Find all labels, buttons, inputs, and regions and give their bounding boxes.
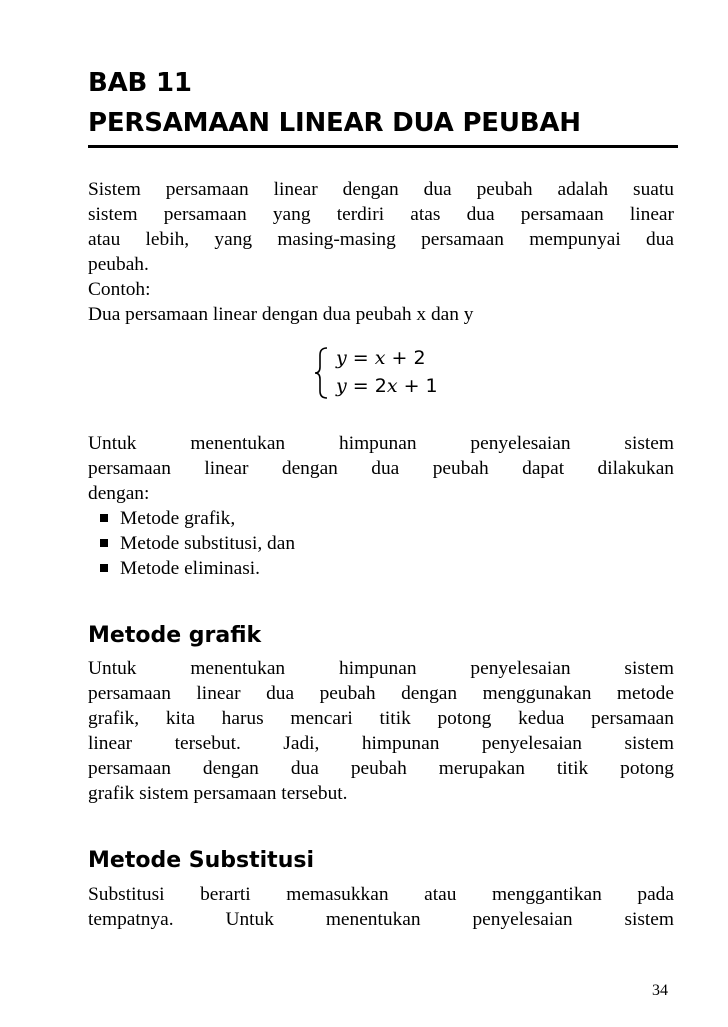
- paragraph-line: grafik, kita harus mencari titik potong kedua persamaan: [88, 708, 674, 729]
- substitusi-paragraph: [88, 882, 674, 932]
- example-label: Contoh:: [88, 279, 151, 300]
- list-item: Metode substitusi, dan: [100, 531, 295, 556]
- grafik-paragraph: [88, 656, 674, 806]
- left-brace-icon: [315, 346, 329, 400]
- paragraph-line: persamaan linear dengan dua peubah dapat dilakukan: [88, 458, 674, 479]
- page-number: 34: [652, 982, 668, 999]
- square-bullet-icon: [100, 564, 108, 572]
- paragraph-line: Substitusi berarti memasukkan atau menggantikan pada: [88, 884, 674, 905]
- paragraph-line: persamaan linear dua peubah dengan menggunakan metode: [88, 683, 674, 704]
- paragraph-line: Untuk menentukan himpunan penyelesaian sistem: [88, 658, 674, 679]
- chapter-number: BAB 11: [88, 68, 192, 98]
- paragraph-line: dengan:: [88, 483, 150, 504]
- square-bullet-icon: [100, 514, 108, 522]
- paragraph-line: persamaan dengan dua peubah merupakan titik potong: [88, 758, 674, 779]
- paragraph-line: sistem persamaan yang terdiri atas dua persamaan linear: [88, 204, 674, 225]
- list-item: Metode eliminasi.: [100, 556, 260, 581]
- paragraph-line: peubah.: [88, 254, 149, 275]
- title-underline: [88, 145, 678, 148]
- section-heading-grafik: Metode grafik: [88, 623, 262, 648]
- paragraph-line: Untuk menentukan himpunan penyelesaian sistem: [88, 433, 674, 454]
- paragraph-line: atau lebih, yang masing-masing persamaan mempunyai dua: [88, 229, 674, 250]
- paragraph-line: tempatnya. Untuk menentukan penyelesaian sistem: [88, 909, 674, 930]
- example-text: Dua persamaan linear dengan dua peubah x dan y: [88, 304, 474, 325]
- chapter-title: PERSAMAAN LINEAR DUA PEUBAH: [88, 108, 581, 138]
- paragraph-line: Sistem persamaan linear dengan dua peubah adalah suatu: [88, 179, 674, 200]
- equation-2: y = 2x + 1: [336, 375, 438, 397]
- equation-1: y = x + 2: [336, 347, 426, 369]
- intro-paragraph: [88, 177, 674, 277]
- paragraph-line: linear tersebut. Jadi, himpunan penyelesaian sistem: [88, 733, 674, 754]
- square-bullet-icon: [100, 539, 108, 547]
- methods-intro-paragraph: [88, 431, 674, 506]
- section-heading-substitusi: Metode Substitusi: [88, 848, 314, 873]
- list-item: Metode grafik,: [100, 506, 235, 531]
- paragraph-line: grafik sistem persamaan tersebut.: [88, 783, 348, 804]
